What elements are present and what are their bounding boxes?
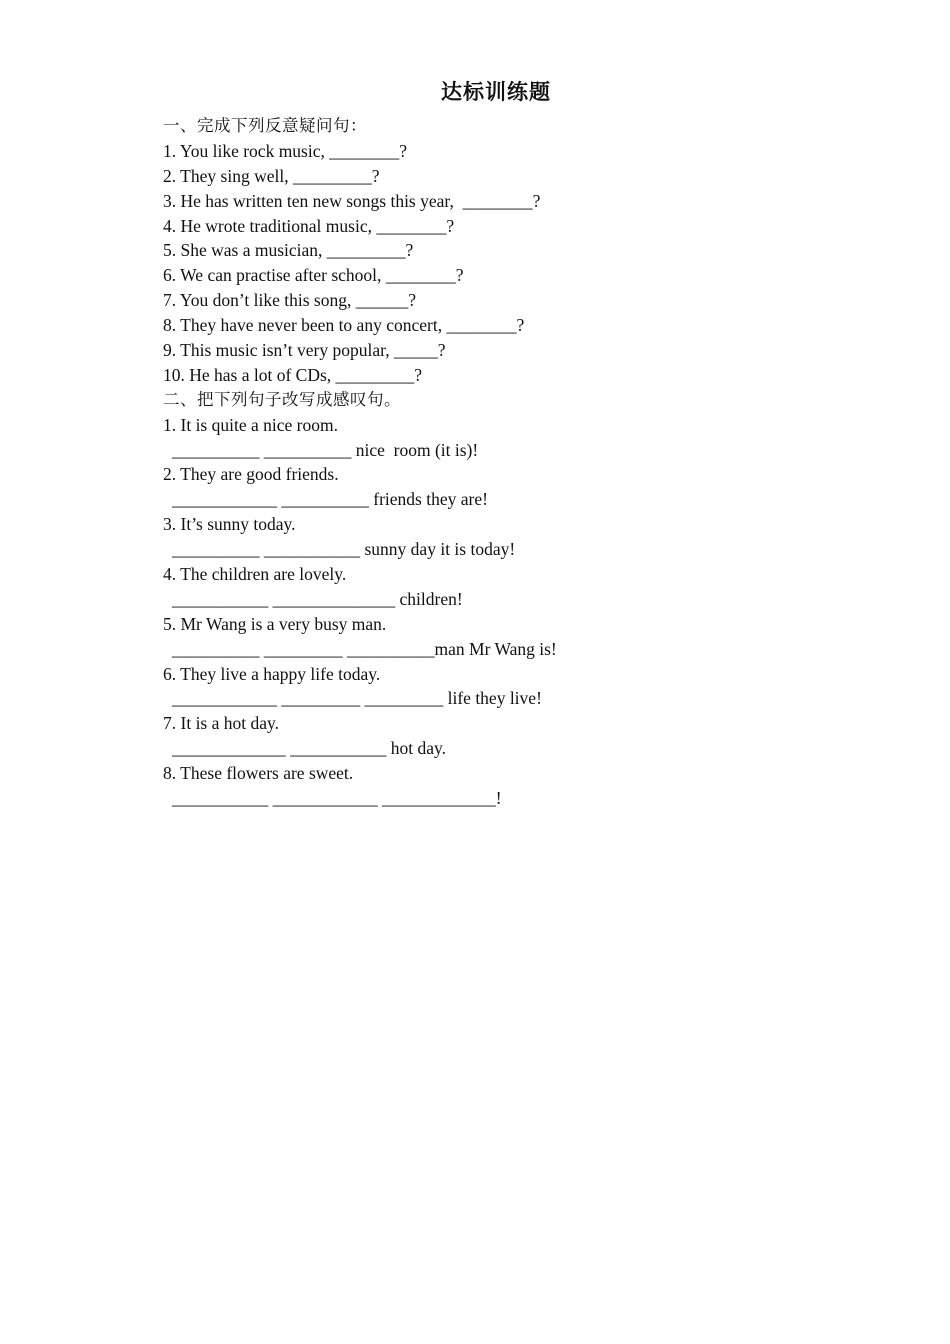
answer-line-2-1: __________ __________ nice room (it is)! [172, 439, 479, 460]
question-2-8: 8. These flowers are sweet. [163, 763, 354, 784]
question-2-3: 3. It’s sunny today. [163, 514, 296, 535]
question-1-8: 8. They have never been to any concert, ________? [163, 315, 525, 336]
question-1-2: 2. They sing well, _________? [163, 165, 380, 186]
question-1-4: 4. He wrote traditional music, ________? [163, 215, 455, 236]
question-2-2: 2. They are good friends. [163, 464, 339, 485]
question-2-7: 7. It is a hot day. [163, 713, 279, 734]
answer-line-2-7: _____________ ___________ hot day. [172, 738, 446, 759]
section2-heading: 二、把下列句子改写成感叹句。 [163, 389, 401, 409]
page-title: 达标训练题 [441, 80, 551, 104]
answer-line-2-3: __________ ___________ sunny day it is today! [172, 539, 516, 560]
question-1-10: 10. He has a lot of CDs, _________? [163, 364, 423, 385]
answer-line-2-2: ____________ __________ friends they are! [172, 489, 488, 510]
question-1-9: 9. This music isn’t very popular, _____? [163, 340, 446, 361]
worksheet-content [163, 114, 863, 811]
question-2-4: 4. The children are lovely. [163, 564, 347, 585]
question-1-7: 7. You don’t like this song, ______? [163, 290, 416, 311]
question-1-5: 5. She was a musician, _________? [163, 240, 414, 261]
answer-line-2-8: ___________ ____________ _____________! [172, 788, 502, 809]
answer-line-2-5: __________ _________ __________man Mr Wang is! [172, 638, 557, 659]
question-2-1: 1. It is quite a nice room. [163, 414, 338, 435]
question-1-6: 6. We can practise after school, ________? [163, 265, 464, 286]
section1-heading: 一、完成下列反意疑问句： [163, 116, 367, 135]
question-1-3: 3. He has written ten new songs this year, ________? [163, 190, 541, 211]
question-2-5: 5. Mr Wang is a very busy man. [163, 613, 387, 634]
question-1-1: 1. You like rock music, ________? [163, 140, 408, 161]
answer-line-2-6: ____________ _________ _________ life they live! [172, 688, 542, 709]
question-2-6: 6. They live a happy life today. [163, 663, 381, 684]
answer-line-2-4: ___________ ______________ children! [172, 588, 463, 609]
